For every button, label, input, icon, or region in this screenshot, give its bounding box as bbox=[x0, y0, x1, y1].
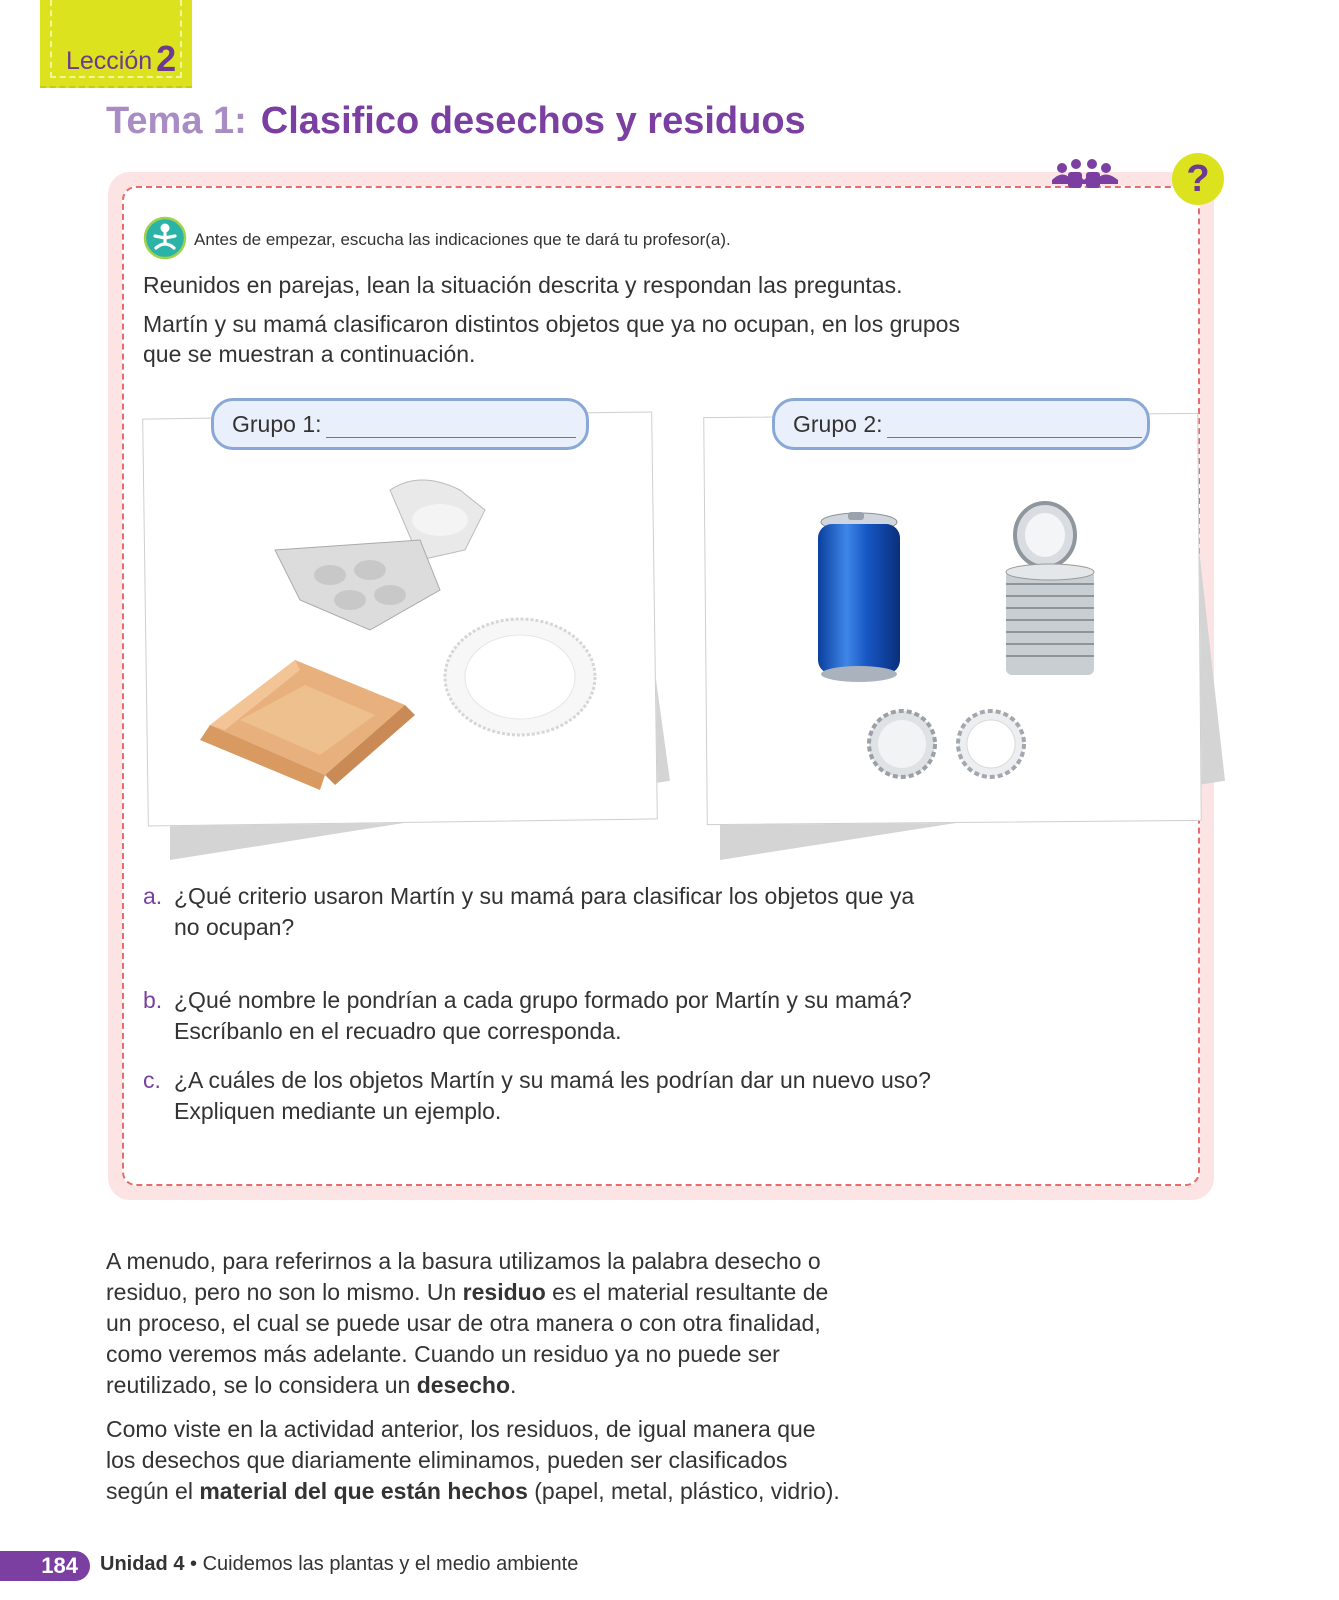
body-paragraph-2 bbox=[106, 1414, 846, 1507]
bottle-cap-image bbox=[955, 708, 1027, 780]
lesson-tab bbox=[40, 0, 192, 88]
lesson-word: Lección bbox=[66, 47, 153, 75]
question-c-letter: c. bbox=[143, 1067, 161, 1093]
title-main: Clasifico desechos y residuos bbox=[260, 100, 806, 142]
intro-text: Reunidos en parejas, lean la situación descrita y respondan las preguntas. bbox=[143, 272, 903, 298]
listen-instruction: Antes de empezar, escucha las indicaciones que te dará tu profesor(a). bbox=[194, 230, 731, 249]
unit-label: Unidad 4 bbox=[100, 1553, 185, 1575]
term-residuo: residuo bbox=[462, 1279, 546, 1305]
tin-can-image bbox=[1000, 500, 1100, 685]
p2-text-start: Como viste en la actividad anterior, los residuos, de igual manera que los desechos que diariamente eliminamos, pueden ser clasificados según el bbox=[106, 1416, 816, 1504]
term-material: material del que están hechos bbox=[199, 1478, 528, 1504]
question-b-line-1: ¿Qué nombre le pondrían a cada grupo formado por Martín y su mamá? bbox=[174, 987, 912, 1013]
group2-label: Grupo 2: bbox=[793, 411, 883, 437]
paper-plate-image bbox=[440, 615, 600, 740]
question-c-line-1: ¿A cuáles de los objetos Martín y su mamá les podrían dar un nuevo uso? bbox=[174, 1067, 931, 1093]
group1-answer-line[interactable] bbox=[326, 419, 576, 438]
term-desecho: desecho bbox=[416, 1372, 511, 1398]
situation-line-1: Martín y su mamá clasificaron distintos objetos que ya no ocupan, en los grupos bbox=[143, 311, 960, 337]
group2-answer-line[interactable] bbox=[887, 419, 1142, 438]
group2-label-box[interactable] bbox=[772, 398, 1150, 450]
cardboard-box-image bbox=[195, 650, 425, 790]
question-a-letter: a. bbox=[143, 883, 163, 909]
p2-text-end: (papel, metal, plástico, vidrio). bbox=[527, 1478, 840, 1504]
group1-label-box[interactable] bbox=[211, 398, 589, 450]
question-b-letter: b. bbox=[143, 987, 163, 1013]
group2-card bbox=[703, 413, 1202, 825]
question-c-line-2: Expliquen mediante un ejemplo. bbox=[174, 1098, 502, 1124]
group1-label: Grupo 1: bbox=[232, 411, 322, 437]
lesson-label bbox=[66, 36, 176, 78]
page-number: 184 bbox=[0, 1551, 90, 1581]
listen-icon bbox=[143, 216, 187, 260]
p1-text-end: . bbox=[510, 1372, 517, 1398]
unit-title: Cuidemos las plantas y el medio ambiente bbox=[202, 1553, 579, 1575]
title-prefix: Tema 1: bbox=[106, 100, 247, 142]
body-paragraph-1 bbox=[106, 1246, 846, 1401]
lesson-number: 2 bbox=[156, 38, 177, 79]
situation-line-2: que se muestran a continuación. bbox=[143, 341, 476, 367]
p1-text-middle: es el material resultante de un proceso, el cual se puede usar de otra manera o con otra finalidad, como veremos más adelante. Cuando un residuo ya no puede ser reutilizado, se lo considera un bbox=[106, 1279, 829, 1398]
question-b-line-2: Escríbanlo en el recuadro que corresponda. bbox=[174, 1018, 622, 1044]
footer-unit bbox=[100, 1553, 578, 1576]
people-icon bbox=[1050, 158, 1120, 190]
question-a-line-1: ¿Qué criterio usaron Martín y su mamá para clasificar los objetos que ya bbox=[174, 883, 915, 909]
soda-can-image bbox=[812, 508, 907, 688]
footer-bullet: • bbox=[190, 1553, 198, 1575]
question-icon: ? bbox=[1172, 153, 1224, 205]
question-a-line-2: no ocupan? bbox=[174, 914, 295, 940]
bottle-cap-image bbox=[866, 708, 938, 780]
p1-text-start: A menudo, para referirnos a la basura utilizamos la palabra desecho o residuo, pero no son lo mismo. Un bbox=[106, 1248, 821, 1305]
page-title bbox=[106, 100, 806, 143]
